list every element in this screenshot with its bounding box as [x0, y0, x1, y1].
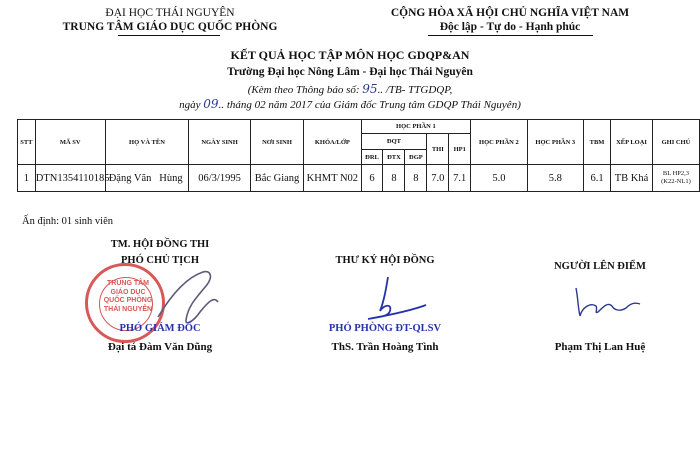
- header-hoc-phan-3: HỌC PHẦN 3: [527, 120, 583, 165]
- director-signature: [148, 262, 228, 332]
- header-stt: STT: [18, 120, 36, 165]
- council-title: TM. HỘI ĐỒNG THI: [110, 239, 210, 250]
- ghi-chu-line-1: BL HP2,3: [662, 170, 689, 177]
- cell-dgp: 8: [405, 165, 427, 192]
- cell-ghi-chu: [652, 165, 699, 192]
- stamp-line-4: THÁI NGUYÊN: [103, 305, 153, 313]
- ref-suffix: /TB- TTGDQP,: [385, 84, 453, 96]
- vice-chair-title: PHÓ CHỦ TỊCH: [121, 255, 199, 266]
- document-subtitle: Trường Đại học Nông Lâm - Đại học Thái Nguyên: [227, 66, 473, 78]
- secretary-position: PHÓ PHÒNG ĐT-QLSV: [328, 323, 442, 334]
- grader-signature: [568, 280, 648, 322]
- header-dtx: ĐTX: [383, 150, 405, 165]
- cell-xep-loai: TB Khá: [611, 165, 653, 192]
- cell-drl: 6: [361, 165, 383, 192]
- secretary-name: ThS. Trần Hoàng Tình: [331, 341, 439, 353]
- header-thi: THI: [427, 134, 449, 165]
- cell-hp3: 5.8: [527, 165, 583, 192]
- director-name: Đại tá Đàm Văn Dũng: [107, 341, 213, 353]
- date-prefix: ngày: [179, 99, 201, 111]
- date-day: 09: [203, 97, 219, 111]
- date-suffix: tháng 02 năm 2017 của Giám đốc Trung tâm GDQP Thái Nguyên): [226, 99, 521, 111]
- stamp-line-3: QUỐC PHÒNG: [103, 297, 153, 304]
- country-name: CỘNG HÒA XÃ HỘI CHỦ NGHĨA VIỆT NAM: [390, 7, 630, 19]
- header-ho-ten: HỌ VÀ TÊN: [105, 120, 189, 165]
- cell-ngay-sinh: 06/3/1995: [189, 165, 251, 192]
- secretary-signature: [360, 275, 430, 323]
- grader-name: Phạm Thị Lan Huệ: [554, 341, 646, 353]
- results-table: [17, 119, 700, 192]
- secretary-title: THƯ KÝ HỘI ĐỒNG: [335, 255, 435, 266]
- ref-number: 95: [362, 82, 378, 96]
- cell-tbm: 6.1: [583, 165, 610, 192]
- header-hp1: HP1: [449, 134, 471, 165]
- cell-thi: 7.0: [427, 165, 449, 192]
- cell-noi-sinh: Bắc Giang: [250, 165, 303, 192]
- cell-ma-sv: DTN1354110185: [35, 165, 105, 192]
- issuer-name: TRUNG TÂM GIÁO DỤC QUỐC PHÒNG: [62, 21, 278, 33]
- grader-title: NGƯỜI LÊN ĐIỂM: [554, 261, 646, 272]
- document-title: KẾT QUẢ HỌC TẬP MÔN HỌC GDQP&AN: [230, 48, 470, 62]
- header-noi-sinh: NƠI SINH: [250, 120, 303, 165]
- national-heading: [360, 6, 660, 34]
- motto-underline: [428, 35, 593, 36]
- cell-khoa-lop: KHMT N02: [304, 165, 361, 192]
- header-ngay-sinh: NGÀY SINH: [189, 120, 251, 165]
- header-khoa-lop: KHÓA/LỚP: [304, 120, 361, 165]
- header-xep-loai: XẾP LOẠI: [611, 120, 653, 165]
- issuer-block: [40, 6, 300, 34]
- cell-hp2: 5.0: [471, 165, 527, 192]
- header-tbm: TBM: [583, 120, 610, 165]
- header-hoc-phan-2: HỌC PHẦN 2: [471, 120, 527, 165]
- header-dgp: ĐGP: [405, 150, 427, 165]
- header-dqt: ĐQT: [361, 134, 427, 150]
- stamp-line-1: TRUNG TÂM: [107, 280, 149, 287]
- cell-dtx: 8: [383, 165, 405, 192]
- national-motto: Độc lập - Tự do - Hạnh phúc: [439, 21, 581, 33]
- stamp-line-2: GIÁO DỤC: [110, 288, 146, 296]
- cell-stt: 1: [18, 165, 36, 192]
- reference-line: (Kèm theo Thông báo số: 95.. /TB- TTGDQP,: [247, 82, 453, 96]
- ghi-chu-line-2: (K22-NL1): [661, 178, 691, 185]
- header-hoc-phan-1: HỌC PHẦN 1: [361, 120, 471, 134]
- header-ghi-chu: GHI CHÚ: [652, 120, 699, 165]
- issuer-underline: [118, 35, 220, 36]
- cell-ho-ten: Đặng Văn Hùng: [105, 165, 189, 192]
- header-drl: ĐRL: [361, 150, 383, 165]
- table-row: [18, 165, 700, 192]
- director-position: PHÓ GIÁM ĐỐC: [119, 323, 201, 334]
- issuer-parent: ĐẠI HỌC THÁI NGUYÊN: [105, 7, 235, 19]
- assign-note: Ấn định: 01 sinh viên: [22, 216, 113, 227]
- cell-hp1: 7.1: [449, 165, 471, 192]
- date-line: ngày 09.. tháng 02 năm 2017 của Giám đốc Trung tâm GDQP Thái Nguyên): [179, 97, 521, 111]
- header-ma-sv: MÃ SV: [35, 120, 105, 165]
- ref-prefix: (Kèm theo Thông báo số:: [247, 84, 360, 96]
